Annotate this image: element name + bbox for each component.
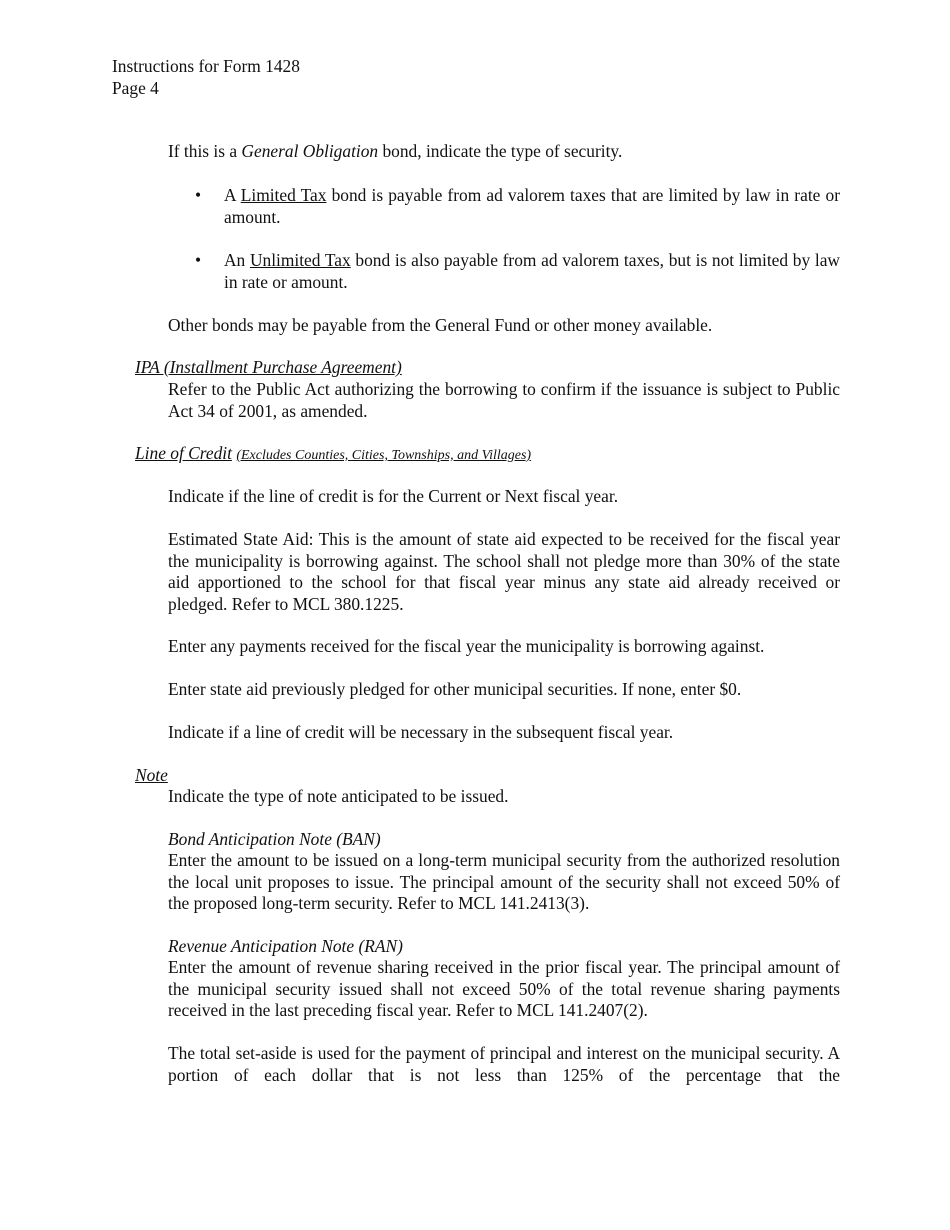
ban-heading: Bond Anticipation Note (BAN) (168, 829, 381, 849)
ban-text: Enter the amount to be issued on a long-term municipal security from the authorized resolution the local unit proposes to issue. The principal amount of the security shall not exceed 50% of the proposed long-term security. Refer to MCL 141.2413(3). (168, 850, 840, 914)
list-item-unlimited-tax: • An Unlimited Tax bond is also payable from ad valorem taxes, but is not limited by law in rate or amount. (195, 250, 840, 292)
page-header (112, 56, 300, 99)
line-of-credit-subheading: (Excludes Counties, Cities, Townships, and Villages) (236, 448, 532, 463)
ipa-heading: IPA (Installment Purchase Agreement) (135, 357, 402, 377)
other-bonds-text: Other bonds may be payable from the General Fund or other money available. (168, 315, 713, 335)
general-obligation-term: General Obligation (241, 141, 379, 161)
ipa-text: Refer to the Public Act authorizing the borrowing to confirm if the issuance is subject to Public Act 34 of 2001, as amended. (168, 379, 840, 421)
bullet-icon: • (195, 185, 202, 205)
unlimited-tax-term: Unlimited Tax (249, 250, 351, 270)
general-obligation-intro: If this is a General Obligation bond, indicate the type of security. (168, 141, 623, 161)
list-item-limited-tax: • A Limited Tax bond is payable from ad valorem taxes that are limited by law in rate or amount. (195, 185, 840, 227)
loc-paragraph-payments: Enter any payments received for the fiscal year the municipality is borrowing against. (168, 636, 765, 656)
loc-paragraph-pledged: Enter state aid previously pledged for other municipal securities. If none, enter $0. (168, 679, 742, 699)
line-of-credit-heading: Line of Credit (Excludes Counties, Cities, Townships, and Villages) (135, 443, 532, 463)
limited-tax-term: Limited Tax (240, 185, 327, 205)
loc-paragraph-subsequent: Indicate if a line of credit will be necessary in the subsequent fiscal year. (168, 722, 674, 742)
set-aside-text: The total set-aside is used for the payment of principal and interest on the municipal security. A portion of each dollar that is not less than 125% of the percentage that the (168, 1043, 840, 1085)
ran-text: Enter the amount of revenue sharing received in the prior fiscal year. The principal amount of the municipal security issued shall not exceed 50% of the total revenue sharing payments received in the last preceding fiscal year. Refer to MCL 141.2407(2). (168, 957, 840, 1021)
bullet-icon: • (195, 250, 202, 270)
form-title: Instructions for Form 1428 (112, 56, 300, 76)
loc-paragraph-fiscal-year: Indicate if the line of credit is for the Current or Next fiscal year. (168, 486, 619, 506)
loc-paragraph-state-aid: Estimated State Aid: This is the amount of state aid expected to be received for the fiscal year the municipality is borrowing against. The school shall not pledge more than 30% of the state aid apportioned to the school for that fiscal year minus any state aid already received or pledged. Refer to MCL 380.1225. (168, 529, 840, 614)
page-number: Page 4 (112, 77, 159, 98)
ran-heading: Revenue Anticipation Note (RAN) (168, 936, 403, 956)
note-heading: Note (135, 765, 168, 785)
note-intro: Indicate the type of note anticipated to be issued. (168, 786, 509, 806)
